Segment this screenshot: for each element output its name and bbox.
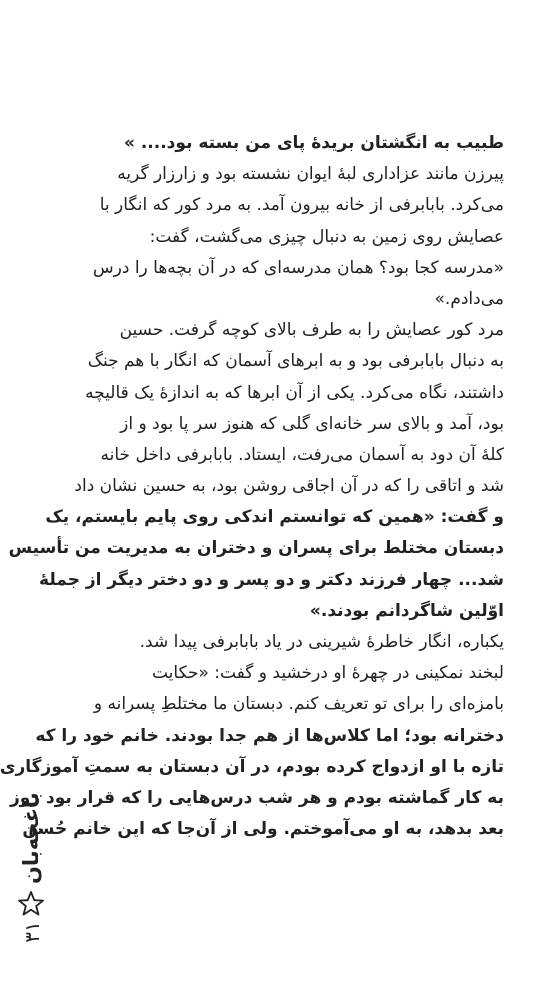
text-line: می‌کرد. بابابرفی از خانه بیرون آمد. به مرد کور که انگار با xyxy=(99,195,504,216)
text-line: پیرزن مانند عزاداری لبهٔ ایوان نشسته بود و زارزار گریه xyxy=(117,164,504,185)
text-line: عصایش روی زمین به دنبال چیزی می‌گشت، گفت: xyxy=(149,226,504,247)
text-line: لبخند نمکینی در چهرهٔ او درخشید و گفت: «حکایت xyxy=(151,663,504,684)
text-line: بامزه‌ای را برای تو تعریف کنم. دبستان ما مختلطِ پسرانه و xyxy=(93,694,504,715)
page-margin-label xyxy=(12,790,52,950)
text-line: طبیب به انگشتان بریدهٔ پای من بسته بود.... » xyxy=(123,133,504,153)
text-line: «مدرسه کجا بود؟ همان مدرسه‌ای که در آن بچه‌ها را درس xyxy=(92,257,504,278)
running-title: باغچه‌بان xyxy=(19,792,43,884)
text-line: کلهٔ آن دود به آسمان می‌رفت، ایستاد. بابابرفی داخل خانه xyxy=(100,444,504,465)
text-line: داشتند، نگاه می‌کرد. یکی از آن ابرها که به اندازهٔ یک قالیچه xyxy=(85,382,504,403)
text-line: بعد بدهد، به او می‌آموختم. ولی از آن‌جا که این خانم حُسن xyxy=(22,819,504,840)
text-line: می‌دادم.» xyxy=(434,288,504,309)
page-number: ۳۱ xyxy=(20,921,44,943)
text-line: اوّلین شاگردانم بودند.» xyxy=(309,600,504,621)
text-line: و گفت: «همین که توانستم اندکی روی پایم بایستم، یک xyxy=(45,507,504,528)
text-line: دبستان مختلط برای پسران و دختران به مدیریت من تأسیس xyxy=(8,538,504,559)
text-line: به دنبال بابابرفی بود و به ابرهای آسمان که انگار با هم جنگ xyxy=(87,351,504,372)
text-line: شد... چهار فرزند دکتر و دو پسر و دو دختر دیگر از جملهٔ xyxy=(39,569,504,590)
text-line: مرد کور عصایش را به طرف بالای کوچه گرفت. حسین xyxy=(119,320,504,341)
text-line: تازه با او ازدواج کرده بودم، در آن دبستان به سمتِ آموزگاری xyxy=(0,756,504,777)
text-line: به کار گماشته بودم و هر شب درس‌هایی را که قرار بود روز xyxy=(9,787,504,808)
text-line: بود، آمد و بالای سر خانه‌ای گلی که هنوز سر پا بود و از xyxy=(120,413,504,434)
text-line: یکباره، انگار خاطرهٔ شیرینی در یاد بابابرفی پیدا شد. xyxy=(139,632,504,652)
text-line: شد و اتاقی را که در آن اجاقی روشن بود، به حسین نشان داد xyxy=(74,476,504,497)
text-line: دخترانه بود؛ اما کلاس‌ها از هم جدا بودند. خانم خود را که xyxy=(35,725,504,746)
